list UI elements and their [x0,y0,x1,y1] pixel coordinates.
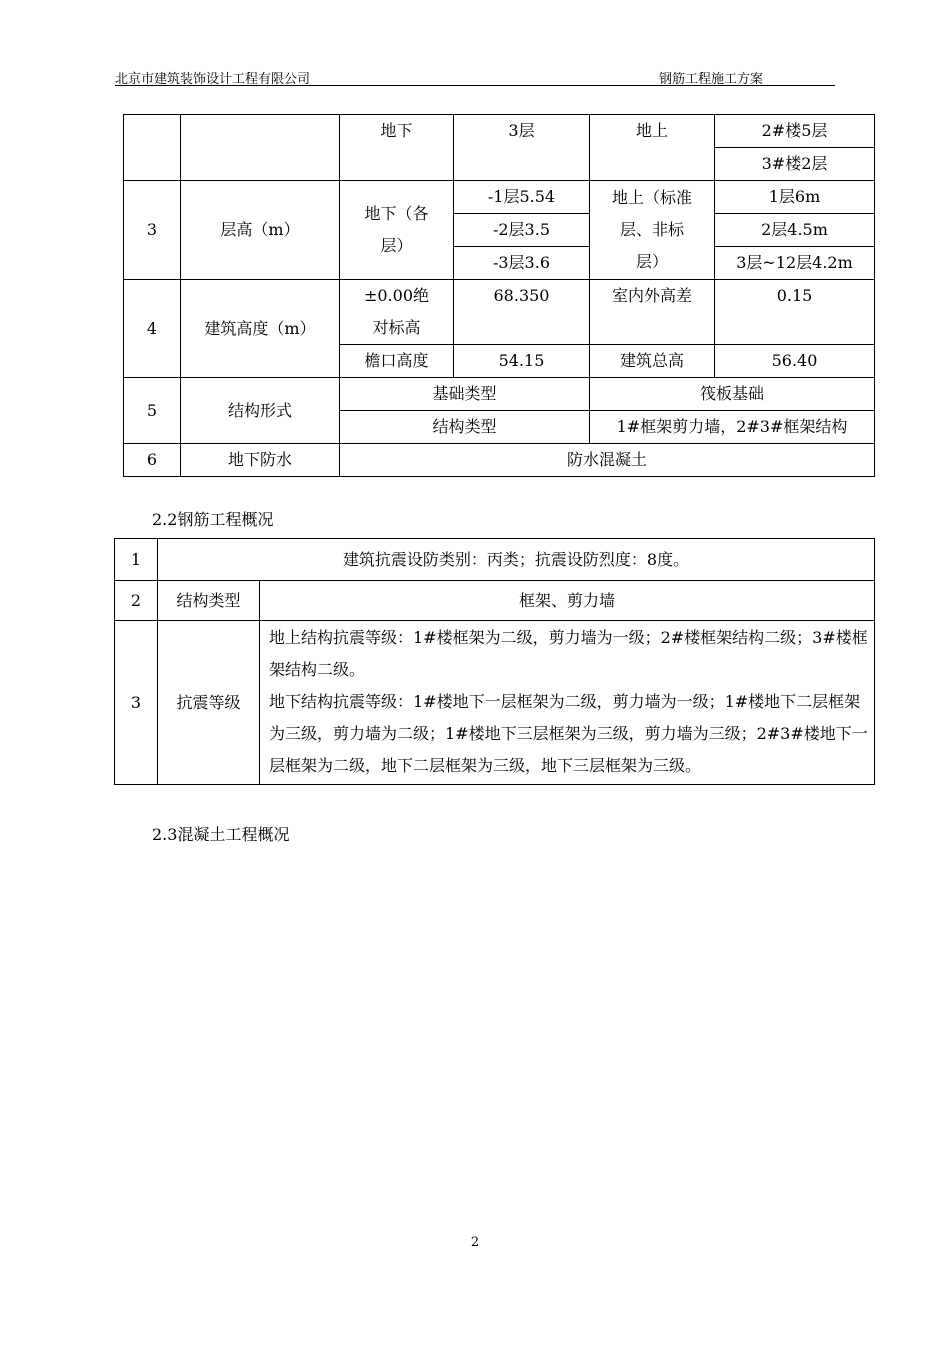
page-number: 2 [470,1235,480,1250]
table-row [124,181,875,214]
building-2-floors: 2#楼5层 [715,115,875,148]
aboveground-height-value: 2层4.5m [715,214,875,247]
total-height-label: 建筑总高 [590,345,715,378]
label-line: ±0.00绝 [363,286,430,305]
eave-height-value: 54.15 [454,345,590,378]
aboveground-height-value: 3层~12层4.2m [715,247,875,280]
table-row [115,621,875,785]
underground-label: 地下 [340,115,454,181]
table-row [124,378,875,411]
label-line: 层） [380,236,413,255]
label-line: 层、非标 [619,220,684,239]
seismic-grade-details [260,621,875,785]
underground-height-value: -2层3.5 [454,214,590,247]
absolute-elevation-label [340,280,454,345]
row-item: 地下防水 [181,444,340,477]
table-row [115,539,875,581]
seismic-category: 建筑抗震设防类别：丙类；抗震设防烈度：8度。 [158,539,875,581]
underground-height-value: -3层3.6 [454,247,590,280]
absolute-elevation-value: 68.350 [454,280,590,345]
table-cell [124,115,181,181]
label-line: 层） [635,252,668,271]
row-item: 结构类型 [158,581,260,621]
label-line: 地下（各 [364,204,429,223]
eave-height-label: 檐口高度 [340,345,454,378]
row-number: 3 [115,621,158,785]
building-3-floors: 3#楼2层 [715,148,875,181]
row-number: 4 [124,280,181,378]
table-cell [181,115,340,181]
foundation-type-label: 基础类型 [340,378,590,411]
indoor-outdoor-diff-label: 室内外高差 [590,280,715,345]
row-number: 3 [124,181,181,280]
waterproofing-value: 防水混凝土 [340,444,875,477]
row-item: 建筑高度（m） [181,280,340,378]
rebar-overview-table [114,538,875,785]
company-name: 北京市建筑装饰设计工程有限公司 [115,72,311,87]
section-heading-rebar: 2.2钢筋工程概况 [152,510,274,529]
structure-type-label: 结构类型 [340,411,590,444]
label-line: 对标高 [372,318,421,337]
row-number: 2 [115,581,158,621]
label-line: 地上（标准 [611,188,692,207]
structure-type-value: 1#框架剪力墙，2#3#框架结构 [590,411,875,444]
table-row [124,444,875,477]
aboveground-height-value: 1层6m [715,181,875,214]
seismic-grade-underground: 地下结构抗震等级：1#楼地下一层框架为二级，剪力墙为一级；1#楼地下二层框架为三级，剪力墙为二级；1#楼地下三层框架为三级，剪力墙为三级；2#3#楼地下一层框架为二级，地下二层框架为三级，地下三层框架为三级。 [269,692,868,775]
project-overview-table [123,114,875,477]
row-number: 1 [115,539,158,581]
header-rule [115,85,835,86]
table-row [124,280,875,345]
aboveground-label: 地上 [590,115,715,181]
row-number: 5 [124,378,181,444]
row-number: 6 [124,444,181,477]
row-item: 抗震等级 [158,621,260,785]
total-height-value: 56.40 [715,345,875,378]
seismic-grade-aboveground: 地上结构抗震等级：1#楼框架为二级，剪力墙为一级；2#楼框架结构二级；3#楼框架结构二级。 [269,628,868,679]
underground-height-value: -1层5.54 [454,181,590,214]
page-header [115,64,835,86]
underground-height-label [340,181,454,280]
row-item: 层高（m） [181,181,340,280]
indoor-outdoor-diff-value: 0.15 [715,280,875,345]
structure-type-value: 框架、剪力墙 [260,581,875,621]
aboveground-height-label [590,181,715,280]
section-heading-concrete: 2.3混凝土工程概况 [152,825,290,844]
foundation-type-value: 筏板基础 [590,378,875,411]
row-item: 结构形式 [181,378,340,444]
table-row [124,115,875,148]
underground-floors: 3层 [454,115,590,181]
table-row [115,581,875,621]
document-title: 钢筋工程施工方案 [659,72,764,87]
